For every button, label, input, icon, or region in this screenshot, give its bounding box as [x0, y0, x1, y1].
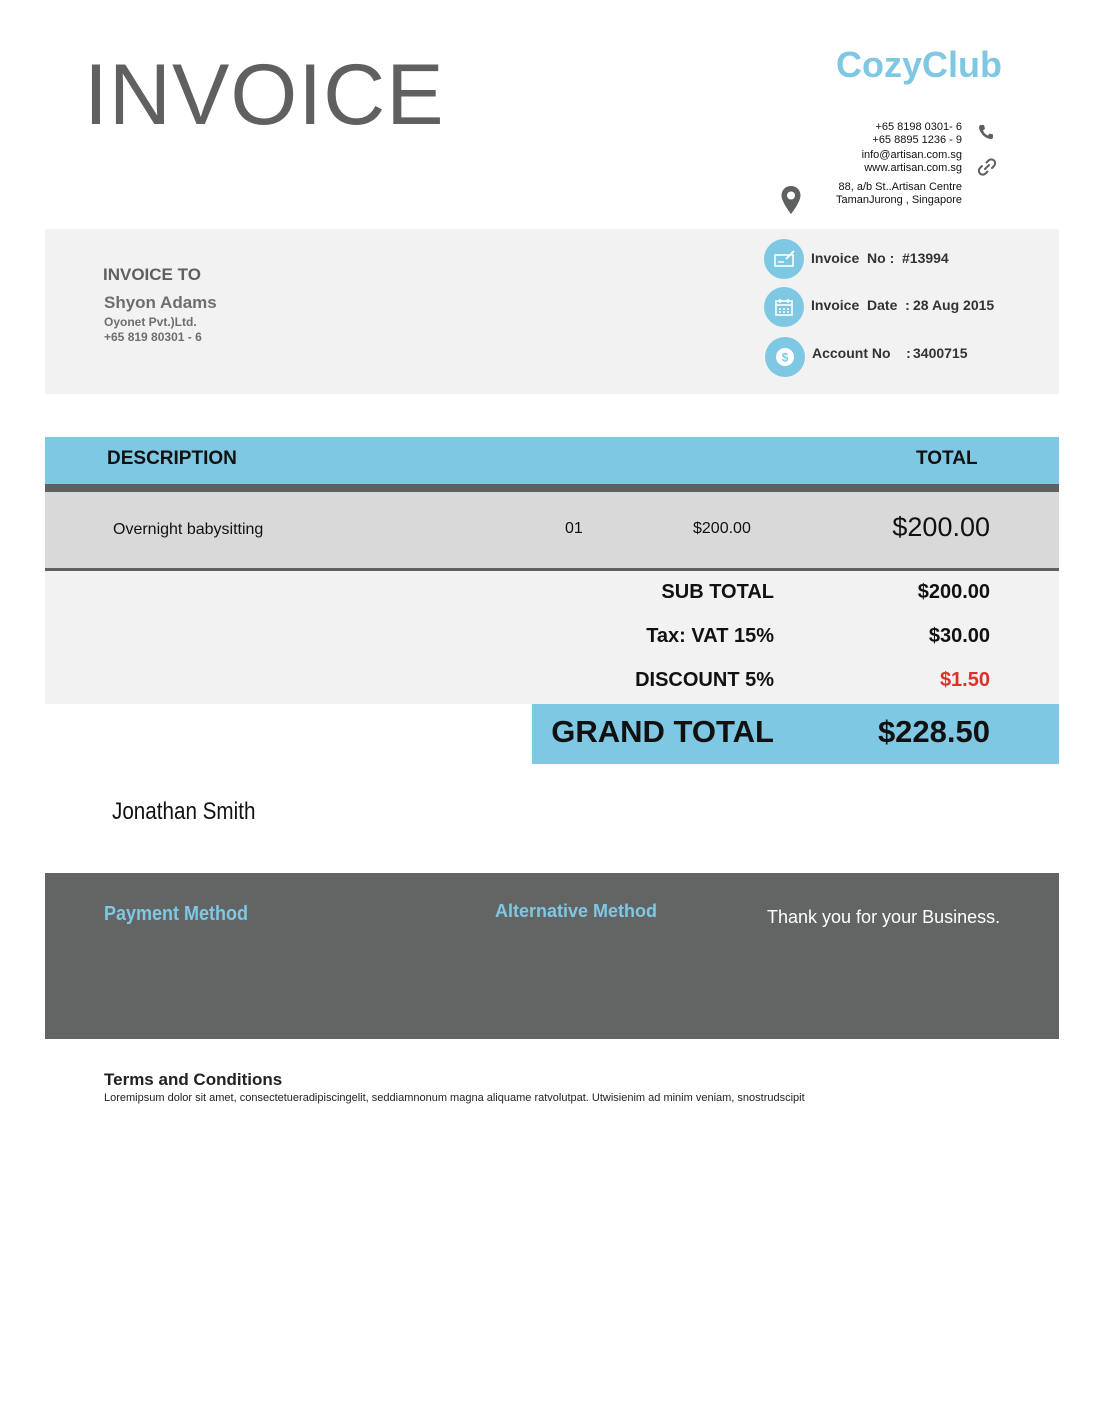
subtotal-label: SUB TOTAL [661, 581, 774, 603]
calendar-icon [764, 287, 804, 327]
client-phone: +65 819 80301 - 6 [104, 330, 202, 344]
page-title: INVOICE [84, 47, 445, 143]
tax-value: $30.00 [928, 625, 990, 647]
contact-website: www.artisan.com.sg [864, 162, 962, 174]
header-divider [45, 484, 1059, 492]
contact-address-1: 88, a/b St..Artisan Centre [838, 181, 962, 193]
thank-you-note: Thank you for your Business. [767, 907, 1001, 927]
item-price: $200.00 [693, 520, 751, 537]
dollar-coin-icon [765, 337, 805, 377]
terms-text: Loremipsum dolor sit amet, consectetueradipiscingelit, seddiamnonum magna aliquame ratvolutpat. Utwisienim ad minim veniam, snostrudscipit [104, 1092, 805, 1104]
invoice-to-label: INVOICE TO [103, 265, 201, 284]
contact-email: info@artisan.com.sg [861, 149, 962, 161]
account-no-label: Account No : [812, 345, 911, 361]
payment-method-label: Payment Method [104, 903, 249, 925]
client-name: Shyon Adams [104, 293, 217, 312]
invoice-date-value: 28 Aug 2015 [913, 297, 995, 313]
link-icon [976, 156, 998, 178]
payment-footer [45, 873, 1059, 1039]
grand-total-box [532, 704, 1059, 764]
totals-panel [45, 571, 1059, 704]
location-pin-icon [779, 185, 803, 215]
item-total: $200.00 [892, 512, 990, 542]
table-header [45, 437, 1059, 484]
alternative-method-label: Alternative Method [495, 901, 658, 921]
brand-name: CozyClub [836, 44, 1002, 85]
invoice-no-value: #13994 [902, 250, 949, 266]
contact-phone-1: +65 8198 0301- 6 [875, 121, 962, 133]
grand-total-value: $228.50 [877, 714, 990, 749]
column-description: DESCRIPTION [107, 448, 237, 469]
client-company: Oyonet Pvt.)Ltd. [104, 315, 197, 329]
column-total: TOTAL [916, 448, 978, 469]
svg-text:$: $ [781, 350, 789, 365]
account-no-value: 3400715 [913, 345, 968, 361]
invoice-no-label: Invoice No : [811, 250, 895, 266]
tax-label: Tax: VAT 15% [646, 625, 774, 647]
grand-total-label: GRAND TOTAL [551, 714, 774, 749]
item-quantity: 01 [565, 520, 583, 537]
item-description: Overnight babysitting [113, 521, 264, 538]
contact-phone-2: +65 8895 1236 - 9 [872, 134, 962, 146]
cheque-icon [764, 239, 804, 279]
phone-icon [976, 122, 996, 142]
discount-label: DISCOUNT 5% [635, 669, 774, 691]
bill-to-panel [45, 229, 1059, 394]
subtotal-value: $200.00 [917, 581, 990, 603]
contact-address-2: TamanJurong , Singapore [836, 194, 962, 206]
signature-name: Jonathan Smith [112, 798, 256, 825]
terms-title: Terms and Conditions [104, 1070, 283, 1089]
invoice-date-label: Invoice Date : [811, 297, 910, 313]
table-row [45, 492, 1059, 568]
discount-value: $1.50 [939, 669, 990, 691]
